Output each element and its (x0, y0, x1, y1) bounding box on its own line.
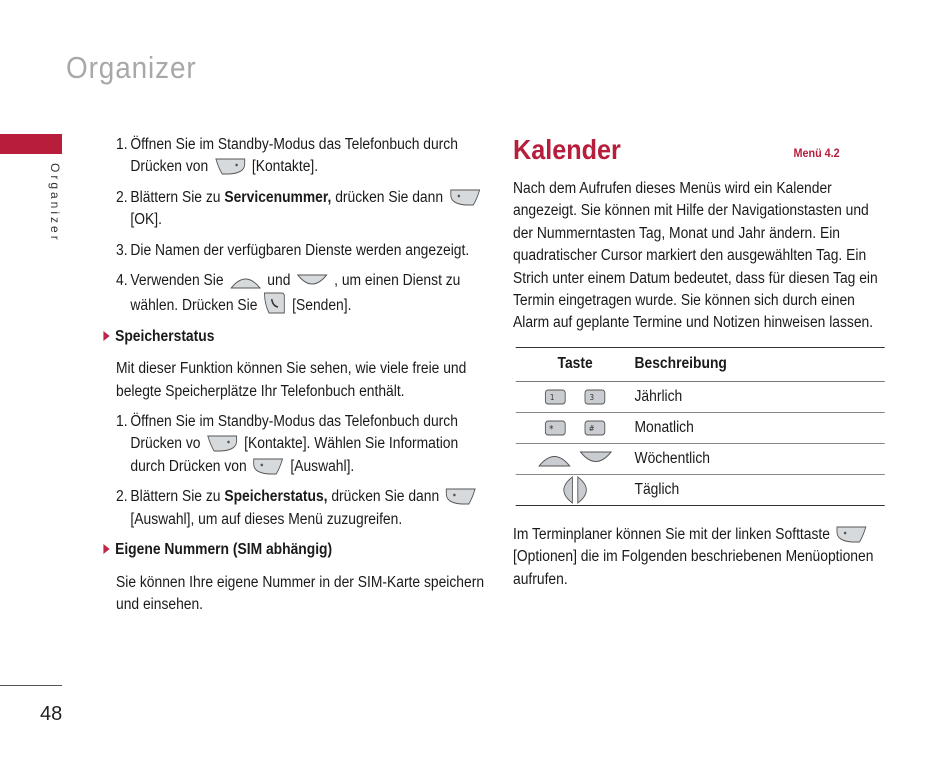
triangle-bullet-icon (103, 331, 109, 341)
section-heading-eigene-nummern: Eigene Nummern (SIM abhängig) (103, 539, 489, 561)
table-cell: Monatlich (635, 412, 885, 443)
list-item: 1. Öffnen Sie im Standby-Modus das Telefonbuch durch Drücken von [Kontakte]. (116, 136, 458, 176)
table-header: Beschreibung (635, 347, 885, 381)
side-label: Organizer (48, 163, 62, 243)
left-softkey-icon (446, 488, 477, 505)
table-row (516, 381, 885, 412)
nav-down-icon (297, 274, 328, 289)
key-3-icon (584, 389, 606, 405)
nav-left-icon (559, 476, 573, 504)
list-item: 2. Blättern Sie zu Servicenummer, drücken Sie dann [OK]. (116, 187, 490, 232)
page-title: Organizer (66, 50, 197, 85)
nav-up-icon (230, 274, 261, 289)
table-row (516, 474, 885, 505)
list-item: 3. Die Namen der verfügbaren Dienste werden angezeigt. (116, 241, 470, 259)
nav-down-icon (580, 451, 612, 467)
right-softkey-icon (207, 435, 238, 452)
table-header: Taste (516, 347, 635, 381)
table-row (516, 412, 885, 443)
key-star-icon (545, 420, 567, 436)
paragraph: Sie können Ihre eigene Nummer in der SIM-Karte speichern und einsehen. (116, 573, 485, 613)
right-softkey-icon (215, 158, 246, 175)
side-tab-marker (0, 134, 62, 154)
list-item: 1. Öffnen Sie im Standby-Modus das Telefonbuch durch Drücken vo [Kontakte]. Wählen Sie Information durch Drücken von [Auswahl]. (116, 413, 459, 475)
table-cell: Wöchentlich (635, 443, 885, 474)
table-header-row (516, 347, 885, 381)
table-row (516, 443, 885, 474)
nav-up-icon (538, 451, 570, 467)
svg-text:1: 1 (549, 392, 555, 402)
section-heading-speicherstatus: Speicherstatus (103, 326, 489, 348)
table-cell: Jährlich (635, 381, 885, 412)
page-number: 48 (40, 703, 63, 725)
right-column (513, 134, 882, 599)
paragraph: Mit dieser Funktion können Sie sehen, wie viele freie und belegte Speicherplätze Ihr Telefonbuch enthält. (116, 360, 467, 400)
paragraph: Nach dem Aufrufen dieses Menüs wird ein Kalender angezeigt. Sie können mit Hilfe der Navigationstasten und der Nummerntasten Tag, Monat und Jahr ändern. Ein quadratischer Cursor markiert den ausgewählten Tag. Ein Strich unter einem Datum bedeutet, dass für diesen Tag ein Termin eingetragen wurde. Sie können sich durch einen Alarm auf geplante Termine und Notizen hinweisen lassen. (513, 180, 878, 332)
section-heading-kalender: Kalender Menü 4.2 (513, 134, 840, 165)
left-softkey-icon (450, 189, 481, 206)
key-hash-icon (584, 420, 606, 436)
key-table (516, 347, 885, 506)
left-softkey-icon (253, 458, 284, 475)
paragraph: Im Terminplaner können Sie mit der linken Softtaste [Optionen] die im Folgenden beschriebenen Menüoptionen aufrufen. (513, 525, 874, 588)
send-key-icon (264, 292, 286, 314)
triangle-bullet-icon (103, 544, 109, 554)
table-cell: Täglich (635, 474, 885, 505)
left-column (116, 134, 490, 624)
list-item: 4. Verwenden Sie und , um einen Dienst zu wählen. Drücken Sie [Senden]. (116, 272, 461, 315)
list-item: 2. Blättern Sie zu Speicherstatus, drücken Sie dann [Auswahl], um auf dieses Menü zuzugreifen. (116, 486, 490, 531)
svg-text:#: # (588, 423, 595, 433)
svg-text:3: 3 (589, 392, 595, 402)
nav-right-icon (577, 476, 591, 504)
svg-text:*: * (549, 423, 554, 435)
left-softkey-icon (837, 526, 868, 543)
menu-number: Menü 4.2 (793, 146, 840, 160)
footer-rule (0, 685, 62, 686)
key-1-icon (545, 389, 567, 405)
